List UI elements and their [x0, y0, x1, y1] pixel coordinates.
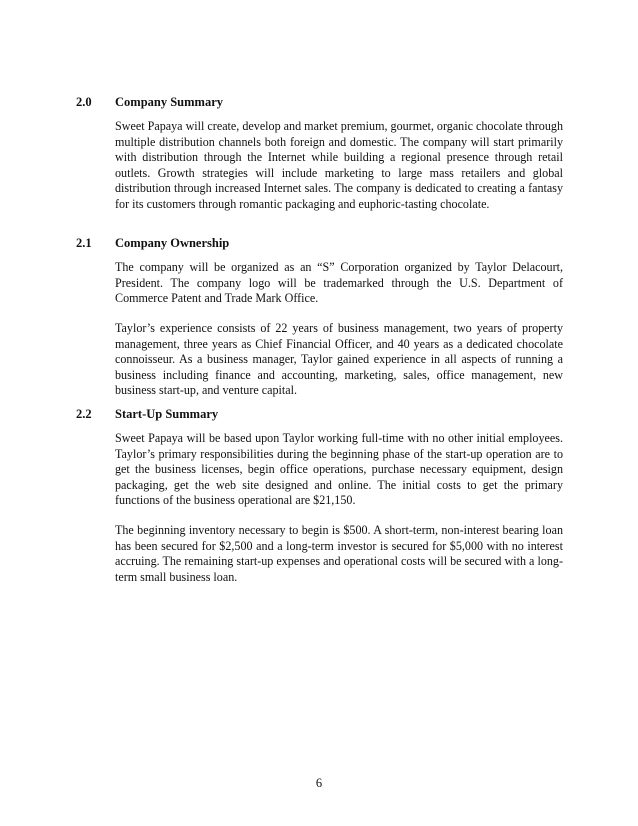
- section-title: Company Summary: [115, 95, 223, 109]
- page-number: 6: [315, 776, 323, 790]
- section-paragraph: Sweet Papaya will be based upon Taylor working full-time with no other initial employees. Taylor’s primary responsibilities during the beginning phase of the start-up operation are to get the business licenses, begin office operations, purchase necessary equipment, design packaging, get the web site designed and online. The initial costs to get the primary functions of the business operational are $21,150.: [115, 431, 563, 507]
- section-number: 2.1: [76, 236, 92, 250]
- section-title: Company Ownership: [115, 236, 230, 250]
- section-paragraph: Sweet Papaya will create, develop and market premium, gourmet, organic chocolate through multiple distribution channels both foreign and domestic. The company will start primarily with distribution through the Internet while building a regional presence through retail outlets. Growth strategies will include marketing to large mass retailers and global distribution through increased Internet sales. The company is dedicated to creating a fantasy for its customers through romantic packaging and euphoric-tasting chocolate.: [115, 119, 563, 211]
- section-paragraph: The company will be organized as an “S” Corporation organized by Taylor Delacourt, President. The company logo will be trademarked through the U.S. Department of Commerce Patent and Trade Mark Office.: [115, 260, 563, 305]
- section-number: 2.0: [76, 95, 92, 109]
- section-title: Start-Up Summary: [115, 407, 219, 421]
- section-number: 2.2: [76, 407, 92, 421]
- section-paragraph: The beginning inventory necessary to begin is $500. A short-term, non-interest bearing loan has been secured for $2,500 and a long-term investor is secured for $5,000 with no interest accruing. The remaining start-up expenses and operational costs will be secured with a long-term small business loan.: [115, 523, 563, 584]
- section-paragraph: Taylor’s experience consists of 22 years of business management, two years of property management, three years as Chief Financial Officer, and 40 years as a dedicated chocolate connoisseur. As a business manager, Taylor gained experience in all aspects of running a business including finance and accounting, marketing, sales, office management, new business start-up, and venture capital.: [115, 321, 563, 397]
